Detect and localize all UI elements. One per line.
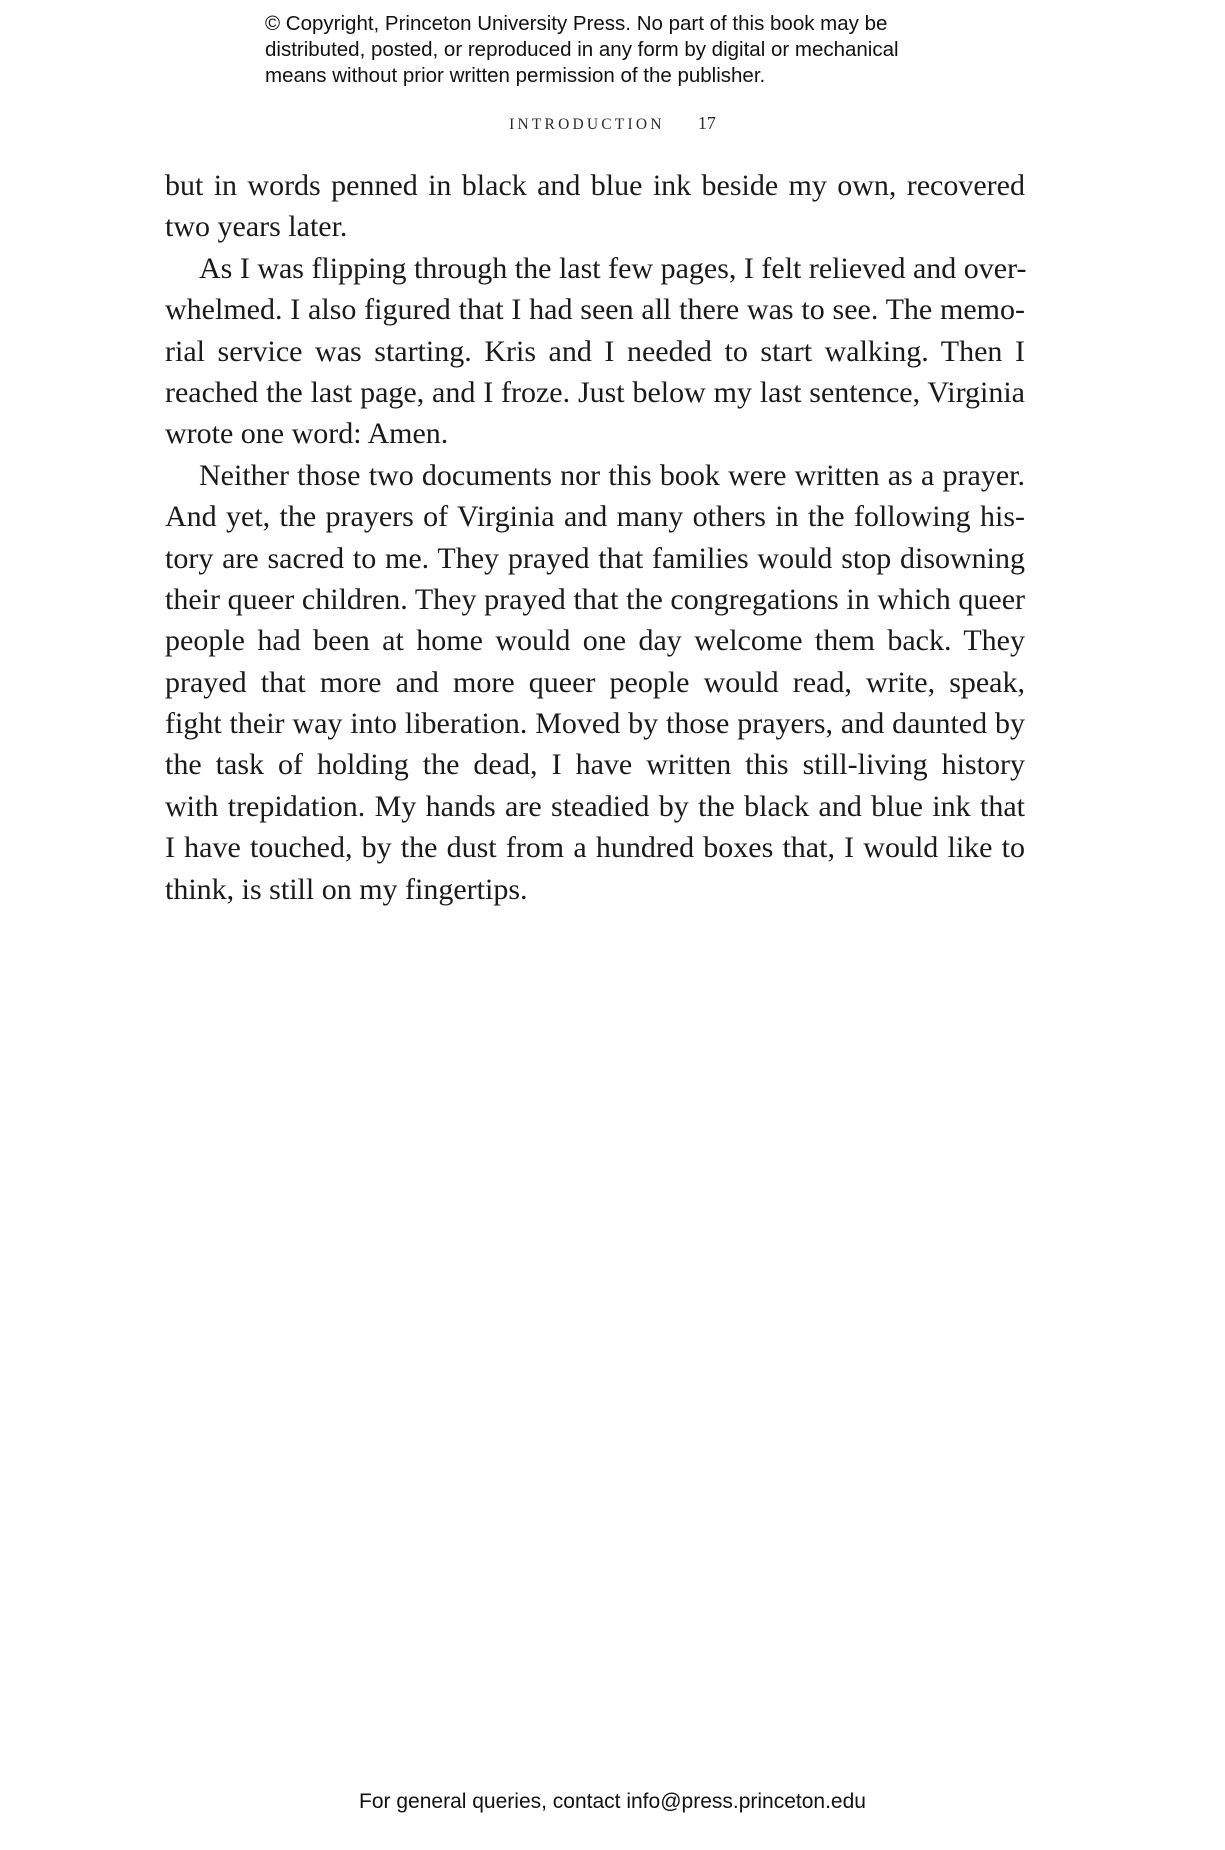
paragraph — [165, 455, 1025, 910]
text-line: As I was flipping through the last few pages, I felt relieved and over- — [199, 251, 1027, 285]
running-head-section: INTRODUCTION — [509, 116, 665, 133]
text-line: And yet, the prayers of Virginia and many others in the following his- — [165, 500, 1025, 534]
copyright-notice — [265, 11, 985, 89]
footer-contact: For general queries, contact info@press.princeton.edu — [359, 1790, 866, 1813]
text-line: two years later. — [165, 210, 348, 244]
text-line: fight their way into liberation. Moved by those prayers, and daunted by — [165, 707, 1025, 741]
running-head — [0, 113, 1225, 134]
copyright-line: distributed, posted, or reproduced in any form by digital or mechanical — [265, 38, 899, 61]
text-line: prayed that more and more queer people would read, write, speak, — [165, 665, 1025, 699]
text-line: with trepidation. My hands are steadied by the black and blue ink that — [165, 789, 1025, 823]
text-line: rial service was starting. Kris and I needed to start walking. Then I — [165, 334, 1025, 368]
copyright-line: means without prior written permission of the publisher. — [265, 64, 766, 87]
text-line: think, is still on my fingertips. — [165, 872, 528, 906]
paragraph — [165, 248, 1025, 455]
text-line: tory are sacred to me. They prayed that families would stop disowning — [165, 541, 1025, 575]
text-line: their queer children. They prayed that the congregations in which queer — [165, 582, 1025, 616]
text-line: Neither those two documents nor this book were written as a prayer. — [199, 458, 1025, 492]
text-line: I have touched, by the dust from a hundred boxes that, I would like to — [165, 831, 1025, 865]
text-line: reached the last page, and I froze. Just below my last sentence, Virginia — [165, 375, 1025, 409]
copyright-line: © Copyright, Princeton University Press. No part of this book may be — [265, 12, 888, 35]
text-line: but in words penned in black and blue ink beside my own, recovered — [165, 169, 1025, 202]
text-line: the task of holding the dead, I have written this still-living history — [165, 748, 1025, 782]
page-number: 17 — [697, 113, 716, 133]
text-line: whelmed. I also figured that I had seen all there was to see. The memo- — [165, 293, 1025, 327]
text-line: people had been at home would one day welcome them back. They — [165, 624, 1025, 658]
body-text — [165, 165, 1025, 910]
paragraph — [165, 165, 1025, 248]
text-line: wrote one word: Amen. — [165, 417, 449, 451]
